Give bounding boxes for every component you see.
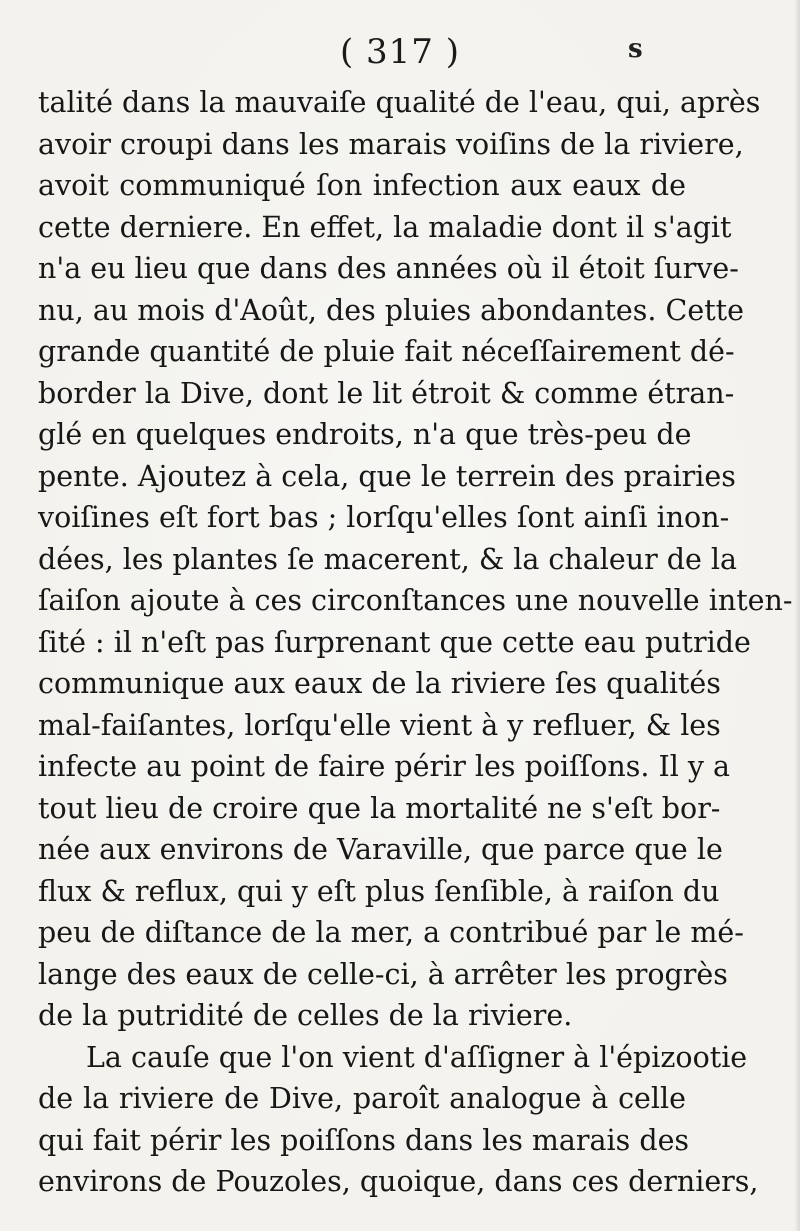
- text-line: pente. Ajoutez à cela, que le terrein des prairies: [38, 459, 736, 493]
- text-line: communique aux eaux de la riviere ſes qualités: [38, 667, 721, 700]
- text-line: avoir croupi dans les marais voiſins de la riviere,: [38, 127, 744, 161]
- corner-mark: s: [628, 34, 643, 64]
- text-line: environs de Pouzoles, quoique, dans ces derniers,: [38, 1165, 759, 1198]
- text-line: peu de diſtance de la mer, a contribué par le mé-: [38, 916, 744, 949]
- text-line: n'a eu lieu que dans des années où il étoit ſurve-: [38, 252, 739, 285]
- text-line: glé en quelques endroits, n'a que très-peu de: [38, 418, 692, 451]
- text-line: dées, les plantes ſe macerent, & la chaleur de la: [38, 542, 738, 576]
- text-line: avoit communiqué ſon infection aux eaux de: [38, 169, 686, 202]
- text-line: lange des eaux de celle-ci, à arrêter les progrès: [38, 957, 728, 991]
- text-line: de la putridité de celles de la riviere.: [38, 999, 573, 1032]
- text-line: ſité : il n'eſt pas ſurprenant que cette eau putride: [38, 625, 751, 659]
- paragraph-2: [38, 1037, 759, 1203]
- text-line: de la riviere de Dive, paroît analogue à celle: [38, 1082, 686, 1115]
- paragraph-1: [38, 82, 793, 1037]
- text-line: voiſines eſt fort bas ; lorſqu'elles ſont ainſi inon-: [38, 501, 730, 534]
- page-text: [38, 82, 793, 1203]
- text-line: talité dans la mauvaiſe qualité de l'eau, qui, après: [38, 86, 761, 119]
- text-line: infecte au point de faire périr les poiſſons. Il y a: [38, 750, 731, 783]
- text-line: grande quantité de pluie fait néceſſairement dé-: [38, 335, 735, 368]
- text-line: ſaiſon ajoute à ces circonſtances une nouvelle inten-: [38, 584, 793, 617]
- text-line: border la Dive, dont le lit étroit & comme étran-: [38, 376, 735, 410]
- page-number: ( 317 ): [339, 32, 461, 72]
- text-line: flux & reflux, qui y eſt plus ſenſible, à raiſon du: [38, 874, 720, 908]
- text-line: qui fait périr les poiſſons dans les marais des: [38, 1123, 690, 1157]
- text-line: nu, au mois d'Août, des pluies abondantes. Cette: [38, 293, 744, 327]
- text-line: mal-faiſantes, lorſqu'elle vient à y refluer, & les: [38, 708, 721, 742]
- text-line: cette derniere. En effet, la maladie dont il s'agit: [38, 210, 732, 244]
- text-line: tout lieu de croire que la mortalité ne s'eſt bor-: [38, 791, 721, 825]
- text-line: La cauſe que l'on vient d'aſſigner à l'épizootie: [86, 1040, 748, 1074]
- page-edge-shadow: [794, 0, 800, 1231]
- text-line: née aux environs de Varaville, que parce que le: [38, 833, 723, 866]
